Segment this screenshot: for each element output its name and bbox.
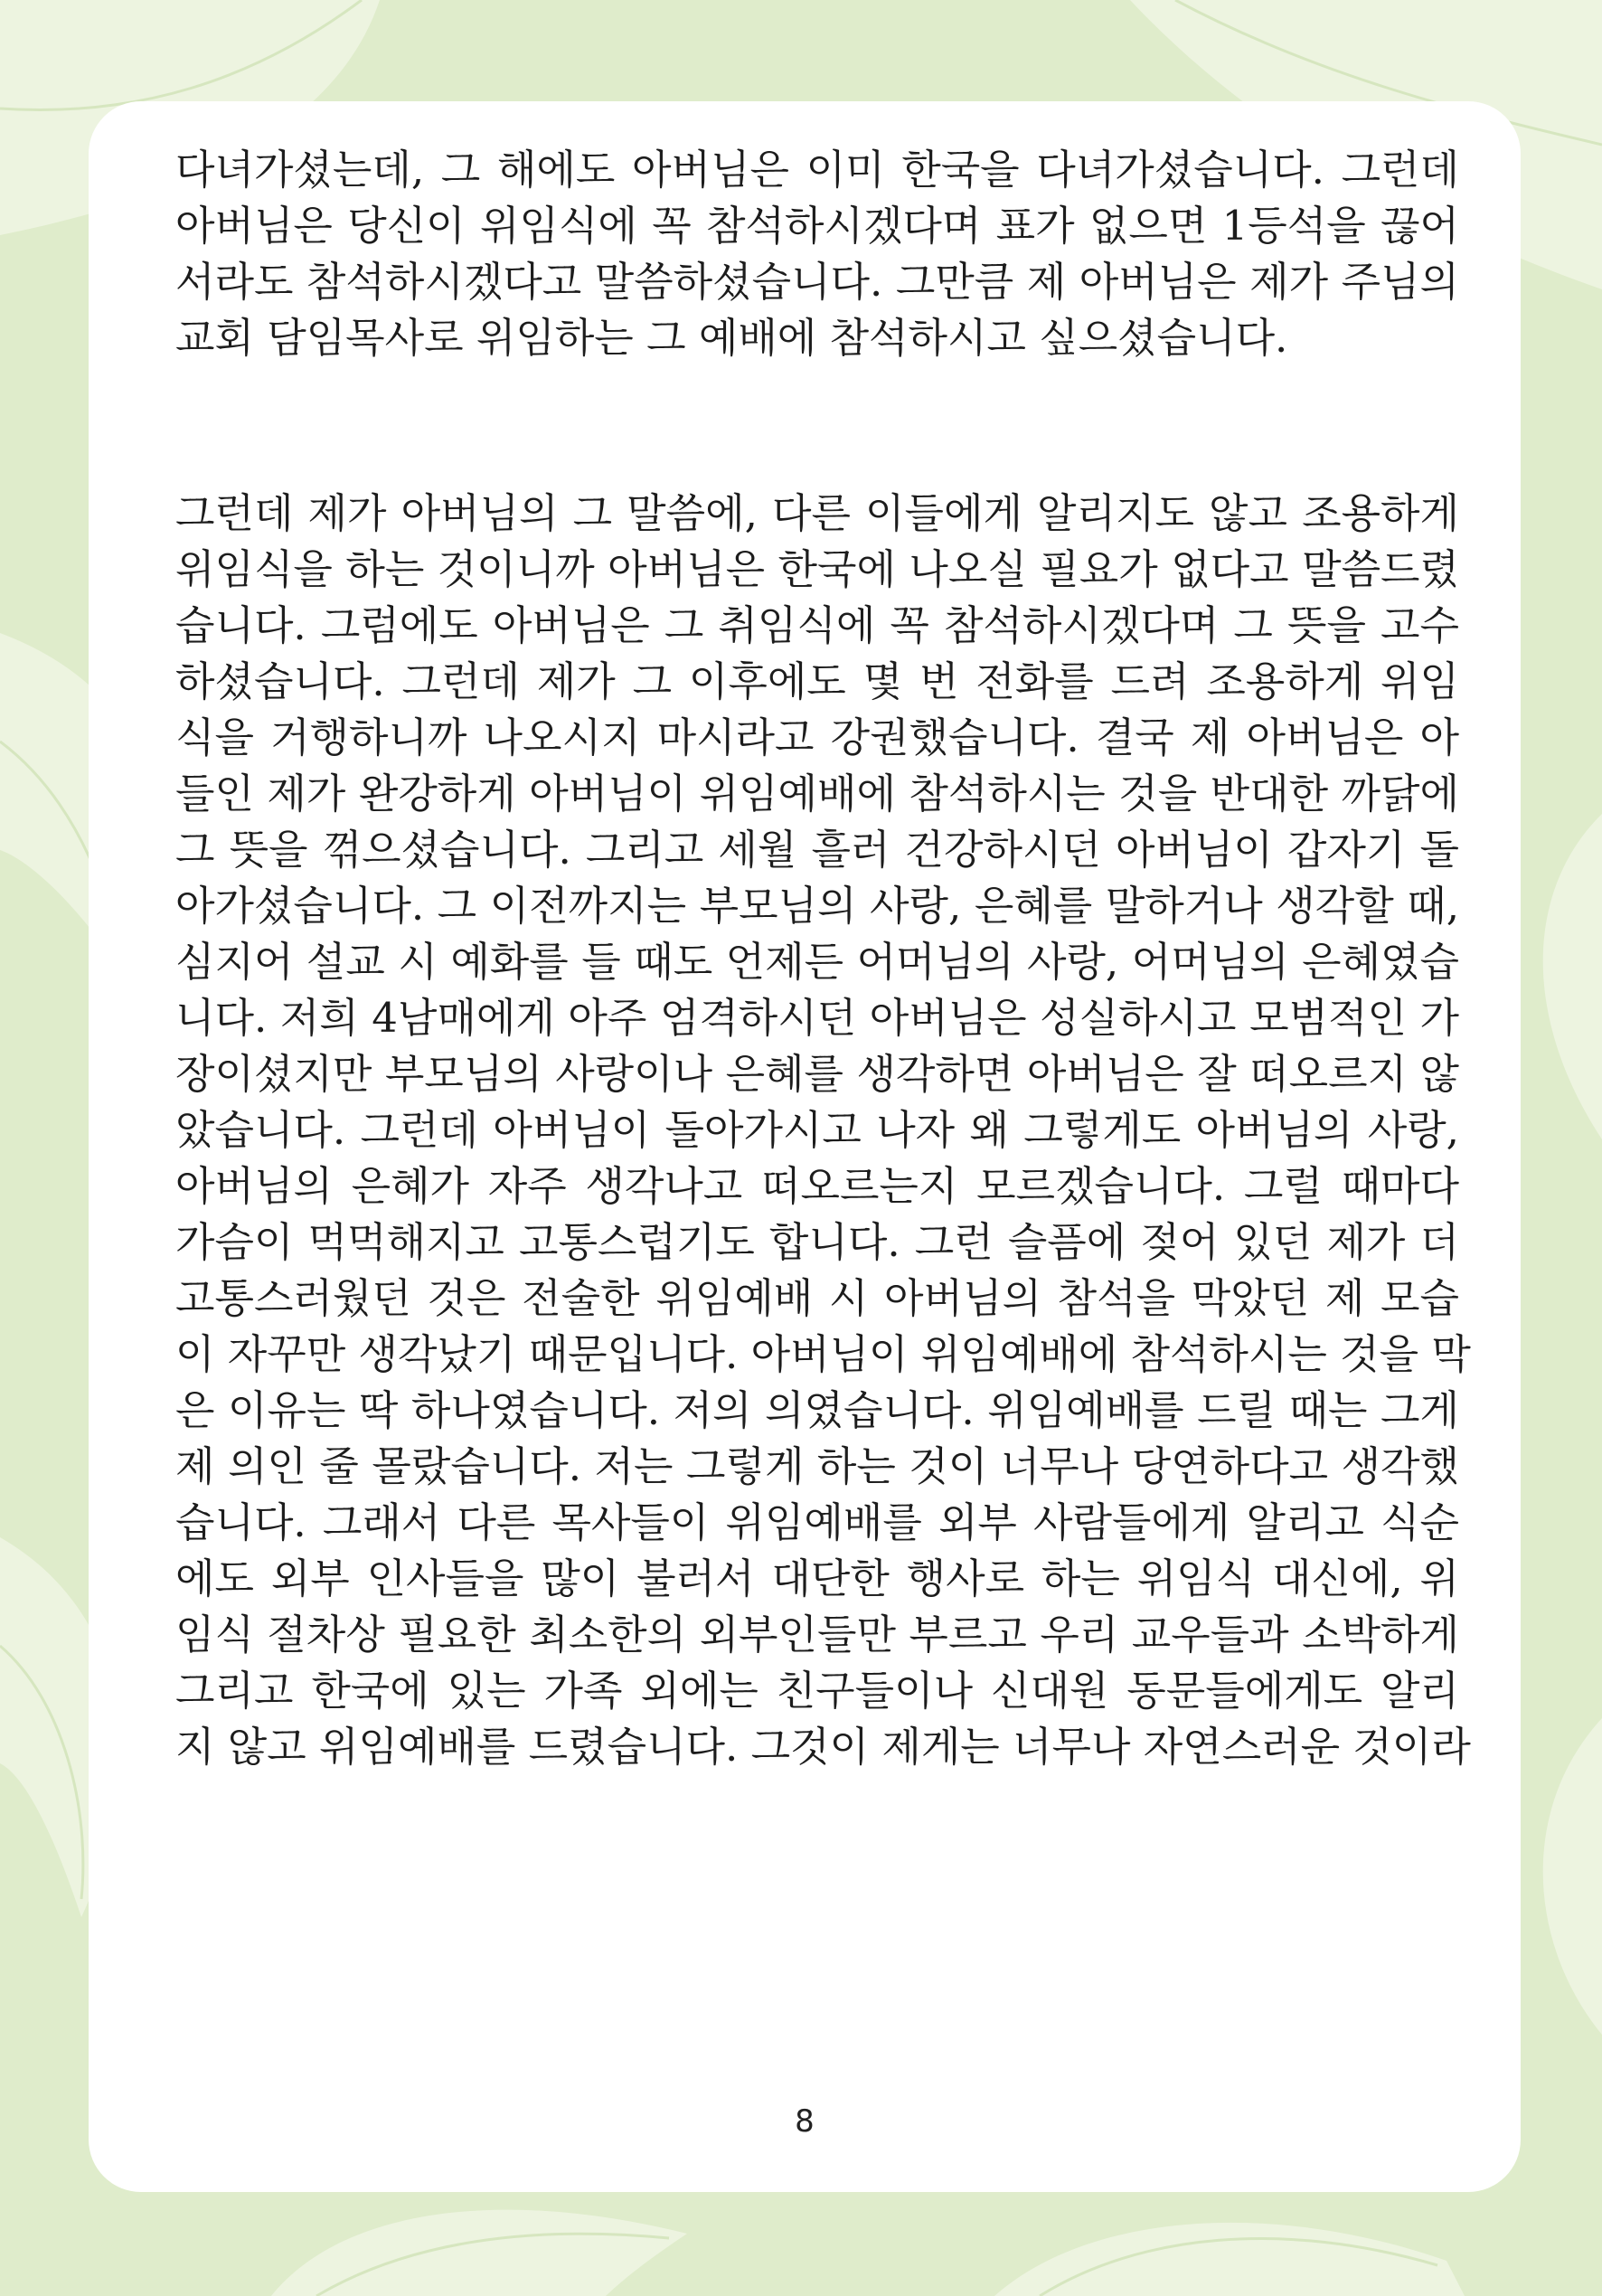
text-line: 이 자꾸만 생각났기 때문입니다. 아버님이 위임예배에 참석하시는 것을 막 <box>175 1330 1471 1378</box>
text-line: 은 이유는 딱 하나였습니다. 저의 의였습니다. 위임예배를 드릴 때는 그게 <box>175 1386 1459 1434</box>
text-line: 고통스러웠던 것은 전술한 위임예배 시 아버님의 참석을 막았던 제 모습 <box>175 1274 1459 1322</box>
text-line: 하셨습니다. 그런데 제가 그 이후에도 몇 번 전화를 드려 조용하게 위임 <box>175 657 1459 705</box>
text-line: 그런데 제가 아버님의 그 말씀에, 다른 이들에게 알리지도 않고 조용하게 <box>175 489 1459 537</box>
text-line: 위임식을 하는 것이니까 아버님은 한국에 나오실 필요가 없다고 말씀드렸 <box>175 545 1459 593</box>
text-line: 장이셨지만 부모님의 사랑이나 은혜를 생각하면 아버님은 잘 떠오르지 않 <box>175 1050 1459 1098</box>
text-line: 지 않고 위임예배를 드렸습니다. 그것이 제게는 너무나 자연스러운 것이라 <box>175 1723 1471 1771</box>
text-line: 다녀가셨는데, 그 해에도 아버님은 이미 한국을 다녀가셨습니다. 그런데 <box>175 146 1459 194</box>
text-line: 제 의인 줄 몰랐습니다. 저는 그렇게 하는 것이 너무나 당연하다고 생각했 <box>175 1442 1459 1490</box>
text-line: 니다. 저희 4남매에게 아주 엄격하시던 아버님은 성실하시고 모범적인 가 <box>175 994 1459 1042</box>
paragraph-1 <box>175 142 1459 366</box>
text-line: 에도 외부 인사들을 많이 불러서 대단한 행사로 하는 위임식 대신에, 위 <box>175 1554 1459 1602</box>
page-card <box>89 101 1521 2192</box>
text-line: 아버님의 은혜가 자주 생각나고 떠오르는지 모르겠습니다. 그럴 때마다 <box>175 1162 1459 1210</box>
text-line: 들인 제가 완강하게 아버님이 위임예배에 참석하시는 것을 반대한 까닭에 <box>175 770 1459 817</box>
text-line: 심지어 설교 시 예화를 들 때도 언제든 어머님의 사랑, 어머님의 은혜였습 <box>175 938 1459 986</box>
page-number: 8 <box>795 2103 815 2140</box>
text-line: 았습니다. 그런데 아버님이 돌아가시고 나자 왜 그렇게도 아버님의 사랑, <box>175 1106 1459 1154</box>
text-line: 가슴이 먹먹해지고 고통스럽기도 합니다. 그런 슬픔에 젖어 있던 제가 더 <box>175 1218 1459 1266</box>
text-line: 서라도 참석하시겠다고 말씀하셨습니다. 그만큼 제 아버님은 제가 주님의 <box>175 258 1459 306</box>
text-line: 임식 절차상 필요한 최소한의 외부인들만 부르고 우리 교우들과 소박하게 <box>175 1611 1459 1658</box>
text-line: 아버님은 당신이 위임식에 꼭 참석하시겠다며 표가 없으면 1등석을 끊어 <box>175 202 1459 250</box>
text-line: 아가셨습니다. 그 이전까지는 부모님의 사랑, 은혜를 말하거나 생각할 때, <box>175 882 1459 930</box>
text-line: 그리고 한국에 있는 가족 외에는 친구들이나 신대원 동문들에게도 알리 <box>175 1667 1459 1715</box>
text-line: 습니다. 그럼에도 아버님은 그 취임식에 꼭 참석하시겠다며 그 뜻을 고수 <box>175 601 1459 649</box>
text-line: 그 뜻을 꺾으셨습니다. 그리고 세월 흘러 건강하시던 아버님이 갑자기 돌 <box>175 826 1459 874</box>
text-line: 습니다. 그래서 다른 목사들이 위임예배를 외부 사람들에게 알리고 식순 <box>175 1498 1459 1546</box>
text-line: 식을 거행하니까 나오시지 마시라고 강권했습니다. 결국 제 아버님은 아 <box>175 713 1459 761</box>
paragraph-2 <box>175 486 1471 1775</box>
text-line: 교회 담임목사로 위임하는 그 예배에 참석하시고 싶으셨습니다. <box>175 314 1288 362</box>
